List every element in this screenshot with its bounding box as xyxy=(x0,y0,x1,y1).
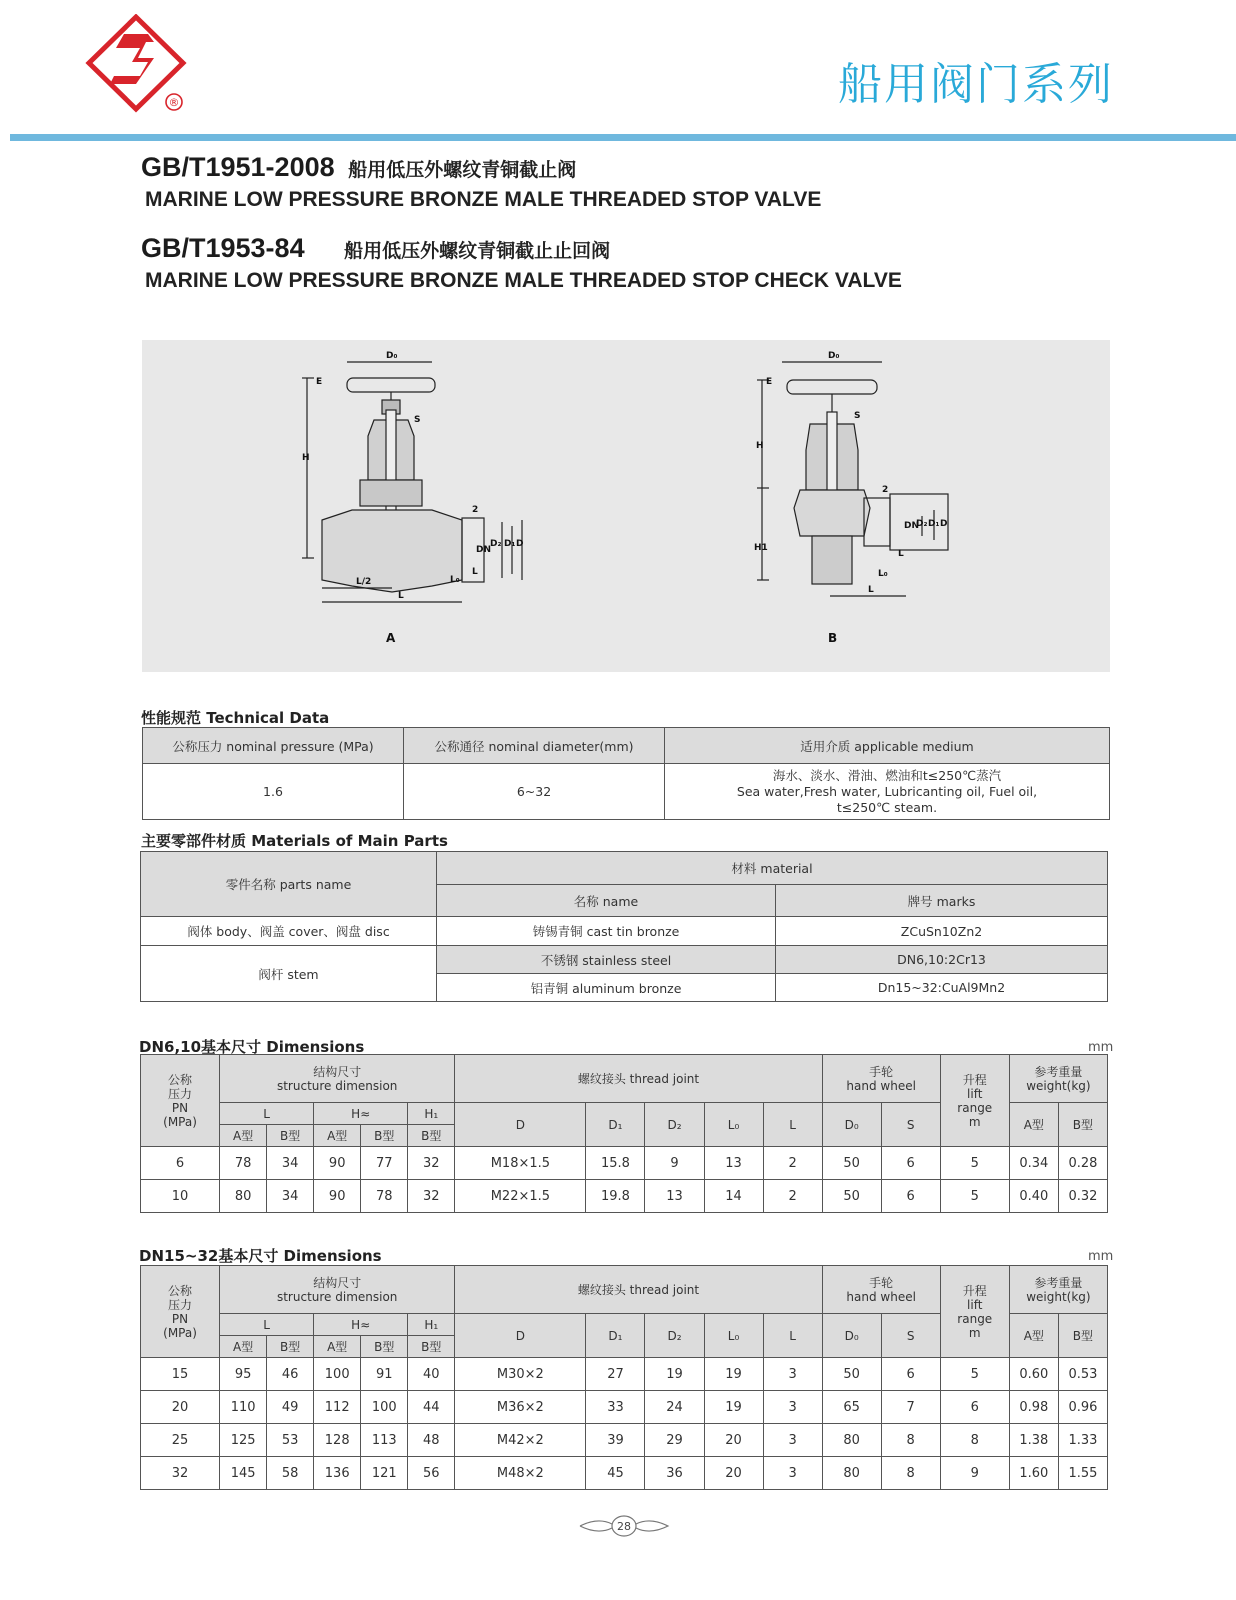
label-a-e: E xyxy=(316,377,323,387)
table-cell: 50 xyxy=(822,1358,881,1391)
header-text-line: structure dimension xyxy=(276,1289,398,1304)
dim2-table xyxy=(140,1265,1108,1490)
dim1-header-l0: L₀ xyxy=(704,1103,763,1147)
dim2-header-l: L xyxy=(220,1314,314,1336)
table-cell: 145 xyxy=(220,1457,267,1490)
table-cell: 128 xyxy=(314,1424,361,1457)
table-cell: 91 xyxy=(361,1358,408,1391)
label-a-l0: L₀ xyxy=(450,575,460,585)
label-b-dn: DN xyxy=(904,521,920,531)
dim2-header-h-a: A型 xyxy=(314,1336,361,1358)
standard-title-2 xyxy=(141,233,610,264)
standard-cn-1: 船用低压外螺纹青铜截止阀 xyxy=(348,159,577,181)
standard-cn-2: 船用低压外螺纹青铜截止止回阀 xyxy=(344,240,611,262)
dim2-header-structure xyxy=(220,1266,455,1314)
material-marks-stainless: DN6,10:2Cr13 xyxy=(776,946,1108,974)
standard-en-2: MARINE LOW PRESSURE BRONZE MALE THREADED STOP CHECK VALVE xyxy=(145,269,902,292)
header-text-line: 参考重量 xyxy=(1034,1275,1083,1290)
table-cell: 65 xyxy=(822,1391,881,1424)
table-cell: 3 xyxy=(763,1358,822,1391)
header-text-line: (MPa) xyxy=(163,1325,197,1340)
table-cell: 1.38 xyxy=(1009,1424,1058,1457)
materials-header-marks: 牌号 marks xyxy=(776,885,1108,917)
table-cell: 2 xyxy=(763,1147,822,1180)
header-text-line: structure dimension xyxy=(276,1078,398,1093)
dim2-header-h1: H₁ xyxy=(408,1314,455,1336)
table-cell: 34 xyxy=(267,1180,314,1213)
table-cell: 5 xyxy=(940,1358,1009,1391)
label-b-h: H xyxy=(756,441,764,451)
tech-header-pressure: 公称压力 nominal pressure (MPa) xyxy=(143,728,404,764)
header-text-line: 升程 xyxy=(962,1283,987,1298)
materials-table xyxy=(140,851,1108,1002)
table-row xyxy=(141,1358,1108,1391)
table-cell: 100 xyxy=(314,1358,361,1391)
table-cell: 45 xyxy=(586,1457,645,1490)
tech-medium xyxy=(665,764,1110,820)
dim1-header-weight-b: B型 xyxy=(1058,1103,1107,1147)
table-cell: 13 xyxy=(645,1180,704,1213)
table-cell: 1.33 xyxy=(1058,1424,1107,1457)
label-a-ltotal: L xyxy=(398,591,404,601)
table-cell: 19.8 xyxy=(586,1180,645,1213)
header-text-line: PN xyxy=(171,1100,189,1115)
tech-medium-cn: 海水、淡水、滑油、燃油和t≤250℃蒸汽 xyxy=(772,767,1002,783)
table-cell: 3 xyxy=(763,1424,822,1457)
table-cell: 80 xyxy=(822,1457,881,1490)
standard-title-1 xyxy=(141,152,576,183)
label-b-l: L xyxy=(898,549,904,559)
table-cell: 53 xyxy=(267,1424,314,1457)
dim1-header-weight xyxy=(1009,1055,1107,1103)
dim2-header-lift xyxy=(940,1266,1009,1358)
table-cell: 46 xyxy=(267,1358,314,1391)
table-cell: 32 xyxy=(141,1457,220,1490)
table-cell: 15 xyxy=(141,1358,220,1391)
table-cell: 78 xyxy=(220,1147,267,1180)
table-cell: M48×2 xyxy=(455,1457,586,1490)
dim1-header-wheel xyxy=(822,1055,940,1103)
caption-a: A xyxy=(386,631,396,645)
header-text-line: 手轮 xyxy=(869,1275,894,1290)
table-cell: 0.96 xyxy=(1058,1391,1107,1424)
dim1-header-h1: H₁ xyxy=(408,1103,455,1125)
table-cell: 32 xyxy=(408,1180,455,1213)
material-name-aluminum: 铝青铜 aluminum bronze xyxy=(437,974,776,1002)
dim2-header-wheel xyxy=(822,1266,940,1314)
dim2-header-l-a: A型 xyxy=(220,1336,267,1358)
dim2-header-thread: 螺纹接头 thread joint xyxy=(455,1266,822,1314)
table-cell: 6 xyxy=(141,1147,220,1180)
table-cell: 8 xyxy=(881,1424,940,1457)
table-cell: M22×1.5 xyxy=(455,1180,586,1213)
table-cell: 7 xyxy=(881,1391,940,1424)
standard-en-1: MARINE LOW PRESSURE BRONZE MALE THREADED STOP VALVE xyxy=(145,188,822,211)
dim1-header-h-a: A型 xyxy=(314,1125,361,1147)
header-text-line: lift xyxy=(967,1086,983,1101)
dim1-header-d1: D₁ xyxy=(586,1103,645,1147)
label-b-d0: D₀ xyxy=(828,351,840,361)
dim2-header-d1: D₁ xyxy=(586,1314,645,1358)
table-row xyxy=(141,1424,1108,1457)
valve-drawing-area xyxy=(142,340,1110,672)
table-cell: 14 xyxy=(704,1180,763,1213)
table-cell: 121 xyxy=(361,1457,408,1490)
label-b-s: S xyxy=(854,411,861,421)
dim1-header-d: D xyxy=(455,1103,586,1147)
dim1-table xyxy=(140,1054,1108,1213)
table-cell: 56 xyxy=(408,1457,455,1490)
dim2-header-d: D xyxy=(455,1314,586,1358)
material-part-body: 阀体 body、阀盖 cover、阀盘 disc xyxy=(141,917,437,946)
page-number: 28 xyxy=(617,1520,631,1533)
table-cell: 1.55 xyxy=(1058,1457,1107,1490)
table-cell: 29 xyxy=(645,1424,704,1457)
label-a-s: S xyxy=(414,415,421,425)
material-marks-body: ZCuSn10Zn2 xyxy=(776,917,1108,946)
label-b-h1: H1 xyxy=(754,543,768,553)
tech-medium-en2: t≤250℃ steam. xyxy=(836,799,938,815)
table-cell: 80 xyxy=(822,1424,881,1457)
label-a-d2: D₂ xyxy=(490,539,502,549)
table-cell: 95 xyxy=(220,1358,267,1391)
dim2-header-d2: D₂ xyxy=(645,1314,704,1358)
tech-header-medium: 适用介质 applicable medium xyxy=(665,728,1110,764)
registered-mark: ® xyxy=(168,96,180,109)
dim1-header-l-b: B型 xyxy=(267,1125,314,1147)
dim2-header-d0: D₀ xyxy=(822,1314,881,1358)
dim1-header-l: L xyxy=(220,1103,314,1125)
material-part-stem: 阀杆 stem xyxy=(141,946,437,1002)
dim1-header-h: H≈ xyxy=(314,1103,408,1125)
table-cell: 32 xyxy=(408,1147,455,1180)
table-cell: 50 xyxy=(822,1180,881,1213)
table-cell: 9 xyxy=(645,1147,704,1180)
table-cell: 58 xyxy=(267,1457,314,1490)
material-name-stainless: 不锈钢 stainless steel xyxy=(437,946,776,974)
table-cell: 8 xyxy=(881,1457,940,1490)
table-cell: 36 xyxy=(645,1457,704,1490)
dim2-header-h-b: B型 xyxy=(361,1336,408,1358)
header-text-line: range xyxy=(957,1311,993,1326)
table-cell: 44 xyxy=(408,1391,455,1424)
header-text-line: hand wheel xyxy=(846,1078,916,1093)
table-cell: 78 xyxy=(361,1180,408,1213)
table-row xyxy=(141,1147,1108,1180)
table-cell: 113 xyxy=(361,1424,408,1457)
dim2-header-l-b: B型 xyxy=(267,1336,314,1358)
header-text-line: 压力 xyxy=(168,1086,193,1101)
header-divider xyxy=(10,134,1236,141)
label-b-d: D xyxy=(940,519,948,529)
dim2-header-weight-a: A型 xyxy=(1009,1314,1058,1358)
table-cell: 1.60 xyxy=(1009,1457,1058,1490)
tech-medium-en1: Sea water,Fresh water, Lubricanting oil, Fuel oil, xyxy=(736,783,1038,799)
header-text-line: 参考重量 xyxy=(1034,1064,1083,1079)
dim1-section-title: DN6,10基本尺寸 Dimensions xyxy=(139,1038,365,1056)
table-cell: 0.60 xyxy=(1009,1358,1058,1391)
table-cell: 13 xyxy=(704,1147,763,1180)
material-marks-aluminum: Dn15~32:CuAl9Mn2 xyxy=(776,974,1108,1002)
header-text-line: 压力 xyxy=(168,1297,193,1312)
table-cell: 49 xyxy=(267,1391,314,1424)
page-number-badge xyxy=(578,1513,670,1539)
table-cell: 19 xyxy=(704,1358,763,1391)
materials-header-parts: 零件名称 parts name xyxy=(141,852,437,917)
dim2-header-weight xyxy=(1009,1266,1107,1314)
table-cell: 6 xyxy=(940,1391,1009,1424)
dim1-header-thread: 螺纹接头 thread joint xyxy=(455,1055,822,1103)
table-cell: 40 xyxy=(408,1358,455,1391)
header-text-line: weight(kg) xyxy=(1026,1078,1091,1093)
standard-code-2: GB/T1953-84 xyxy=(141,233,305,263)
table-cell: 0.98 xyxy=(1009,1391,1058,1424)
label-b-d2: D₂ xyxy=(916,519,928,529)
label-b-two: 2 xyxy=(882,485,889,495)
table-row xyxy=(141,1180,1108,1213)
label-b-d1: D₁ xyxy=(928,519,940,529)
table-cell: 90 xyxy=(314,1180,361,1213)
label-b-lsmall: L xyxy=(868,585,874,595)
dim2-header-l0: L₀ xyxy=(704,1314,763,1358)
table-cell: 3 xyxy=(763,1457,822,1490)
table-cell: 112 xyxy=(314,1391,361,1424)
table-cell: 77 xyxy=(361,1147,408,1180)
dim2-section-title: DN15~32基本尺寸 Dimensions xyxy=(139,1247,382,1265)
dim2-header-h1-b: B型 xyxy=(408,1336,455,1358)
table-cell: 24 xyxy=(645,1391,704,1424)
table-cell: 8 xyxy=(940,1424,1009,1457)
table-cell: 15.8 xyxy=(586,1147,645,1180)
table-cell: 2 xyxy=(763,1180,822,1213)
label-a-dn: DN xyxy=(476,545,492,555)
header-text-line: weight(kg) xyxy=(1026,1289,1091,1304)
table-cell: 136 xyxy=(314,1457,361,1490)
header-text-line: hand wheel xyxy=(846,1289,916,1304)
header-text-line: 公称 xyxy=(168,1283,193,1298)
table-cell: 3 xyxy=(763,1391,822,1424)
header-text-line: 结构尺寸 xyxy=(313,1064,362,1079)
header-text-line: m xyxy=(968,1325,981,1340)
table-cell: 48 xyxy=(408,1424,455,1457)
table-cell: 39 xyxy=(586,1424,645,1457)
company-logo xyxy=(84,14,188,116)
table-cell: M42×2 xyxy=(455,1424,586,1457)
table-cell: 19 xyxy=(645,1358,704,1391)
label-a-d0: D₀ xyxy=(386,351,398,361)
table-cell: 100 xyxy=(361,1391,408,1424)
dim2-header-lt: L xyxy=(763,1314,822,1358)
dim1-header-h-b: B型 xyxy=(361,1125,408,1147)
drawing-a xyxy=(302,362,522,602)
standard-code-1: GB/T1951-2008 xyxy=(141,152,335,182)
table-cell: M36×2 xyxy=(455,1391,586,1424)
table-cell: 10 xyxy=(141,1180,220,1213)
label-b-l0: L₀ xyxy=(878,569,888,579)
table-cell: 110 xyxy=(220,1391,267,1424)
header-text-line: range xyxy=(957,1100,993,1115)
table-cell: 19 xyxy=(704,1391,763,1424)
table-cell: 0.34 xyxy=(1009,1147,1058,1180)
table-cell: 20 xyxy=(704,1424,763,1457)
materials-section-title: 主要零部件材质 Materials of Main Parts xyxy=(141,832,448,850)
label-a-d1: D₁ xyxy=(504,539,516,549)
materials-header-name: 名称 name xyxy=(437,885,776,917)
header-text-line: 升程 xyxy=(962,1072,987,1087)
table-cell: 5 xyxy=(940,1147,1009,1180)
table-cell: 0.32 xyxy=(1058,1180,1107,1213)
dim1-header-pn xyxy=(141,1055,220,1147)
dim1-header-h1-b: B型 xyxy=(408,1125,455,1147)
dim2-header-h: H≈ xyxy=(314,1314,408,1336)
dim2-header-pn xyxy=(141,1266,220,1358)
table-cell: 20 xyxy=(704,1457,763,1490)
table-cell: 90 xyxy=(314,1147,361,1180)
table-cell: M30×2 xyxy=(455,1358,586,1391)
dim2-header-weight-b: B型 xyxy=(1058,1314,1107,1358)
dim1-unit: mm xyxy=(1088,1040,1114,1055)
dim1-header-weight-a: A型 xyxy=(1009,1103,1058,1147)
label-a-d: D xyxy=(516,539,524,549)
technical-table xyxy=(142,727,1110,820)
table-cell: 0.28 xyxy=(1058,1147,1107,1180)
label-a-lhalf: L/2 xyxy=(356,577,372,587)
valve-drawings xyxy=(142,340,1110,672)
dim1-header-d0: D₀ xyxy=(822,1103,881,1147)
dim1-header-d2: D₂ xyxy=(645,1103,704,1147)
table-cell: 6 xyxy=(881,1180,940,1213)
table-cell: 0.40 xyxy=(1009,1180,1058,1213)
caption-b: B xyxy=(828,631,838,645)
header-text-line: PN xyxy=(171,1311,189,1326)
table-cell: 125 xyxy=(220,1424,267,1457)
dim2-header-s: S xyxy=(881,1314,940,1358)
table-cell: 6 xyxy=(881,1358,940,1391)
label-a-h: H xyxy=(302,453,310,463)
dim2-unit: mm xyxy=(1088,1249,1114,1264)
table-row xyxy=(141,1391,1108,1424)
table-cell: 20 xyxy=(141,1391,220,1424)
header-text-line: 手轮 xyxy=(869,1064,894,1079)
dim1-header-lt: L xyxy=(763,1103,822,1147)
table-cell: 0.53 xyxy=(1058,1358,1107,1391)
drawing-b xyxy=(757,362,948,596)
table-cell: 34 xyxy=(267,1147,314,1180)
table-cell: 27 xyxy=(586,1358,645,1391)
label-a-two: 2 xyxy=(472,505,479,515)
dim1-header-l-a: A型 xyxy=(220,1125,267,1147)
label-b-e: E xyxy=(766,377,773,387)
table-cell: 25 xyxy=(141,1424,220,1457)
table-cell: M18×1.5 xyxy=(455,1147,586,1180)
tech-diameter: 6~32 xyxy=(404,764,665,820)
header-text-line: 结构尺寸 xyxy=(313,1275,362,1290)
tech-header-diameter: 公称通径 nominal diameter(mm) xyxy=(404,728,665,764)
label-a-l: L xyxy=(472,567,478,577)
table-cell: 5 xyxy=(940,1180,1009,1213)
table-row xyxy=(141,1457,1108,1490)
header-text-line: (MPa) xyxy=(163,1114,197,1129)
series-title: 船用阀门系列 xyxy=(838,59,1114,110)
dim1-header-lift xyxy=(940,1055,1009,1147)
table-cell: 50 xyxy=(822,1147,881,1180)
table-cell: 9 xyxy=(940,1457,1009,1490)
table-cell: 80 xyxy=(220,1180,267,1213)
dim1-header-structure xyxy=(220,1055,455,1103)
materials-header-material: 材料 material xyxy=(437,852,1108,885)
dim1-header-s: S xyxy=(881,1103,940,1147)
header-text-line: 公称 xyxy=(168,1072,193,1087)
tech-pressure: 1.6 xyxy=(143,764,404,820)
table-cell: 33 xyxy=(586,1391,645,1424)
table-cell: 6 xyxy=(881,1147,940,1180)
header-text-line: m xyxy=(968,1114,981,1129)
technical-section-title: 性能规范 Technical Data xyxy=(141,709,330,727)
material-name-body: 铸锡青铜 cast tin bronze xyxy=(437,917,776,946)
header-text-line: lift xyxy=(967,1297,983,1312)
